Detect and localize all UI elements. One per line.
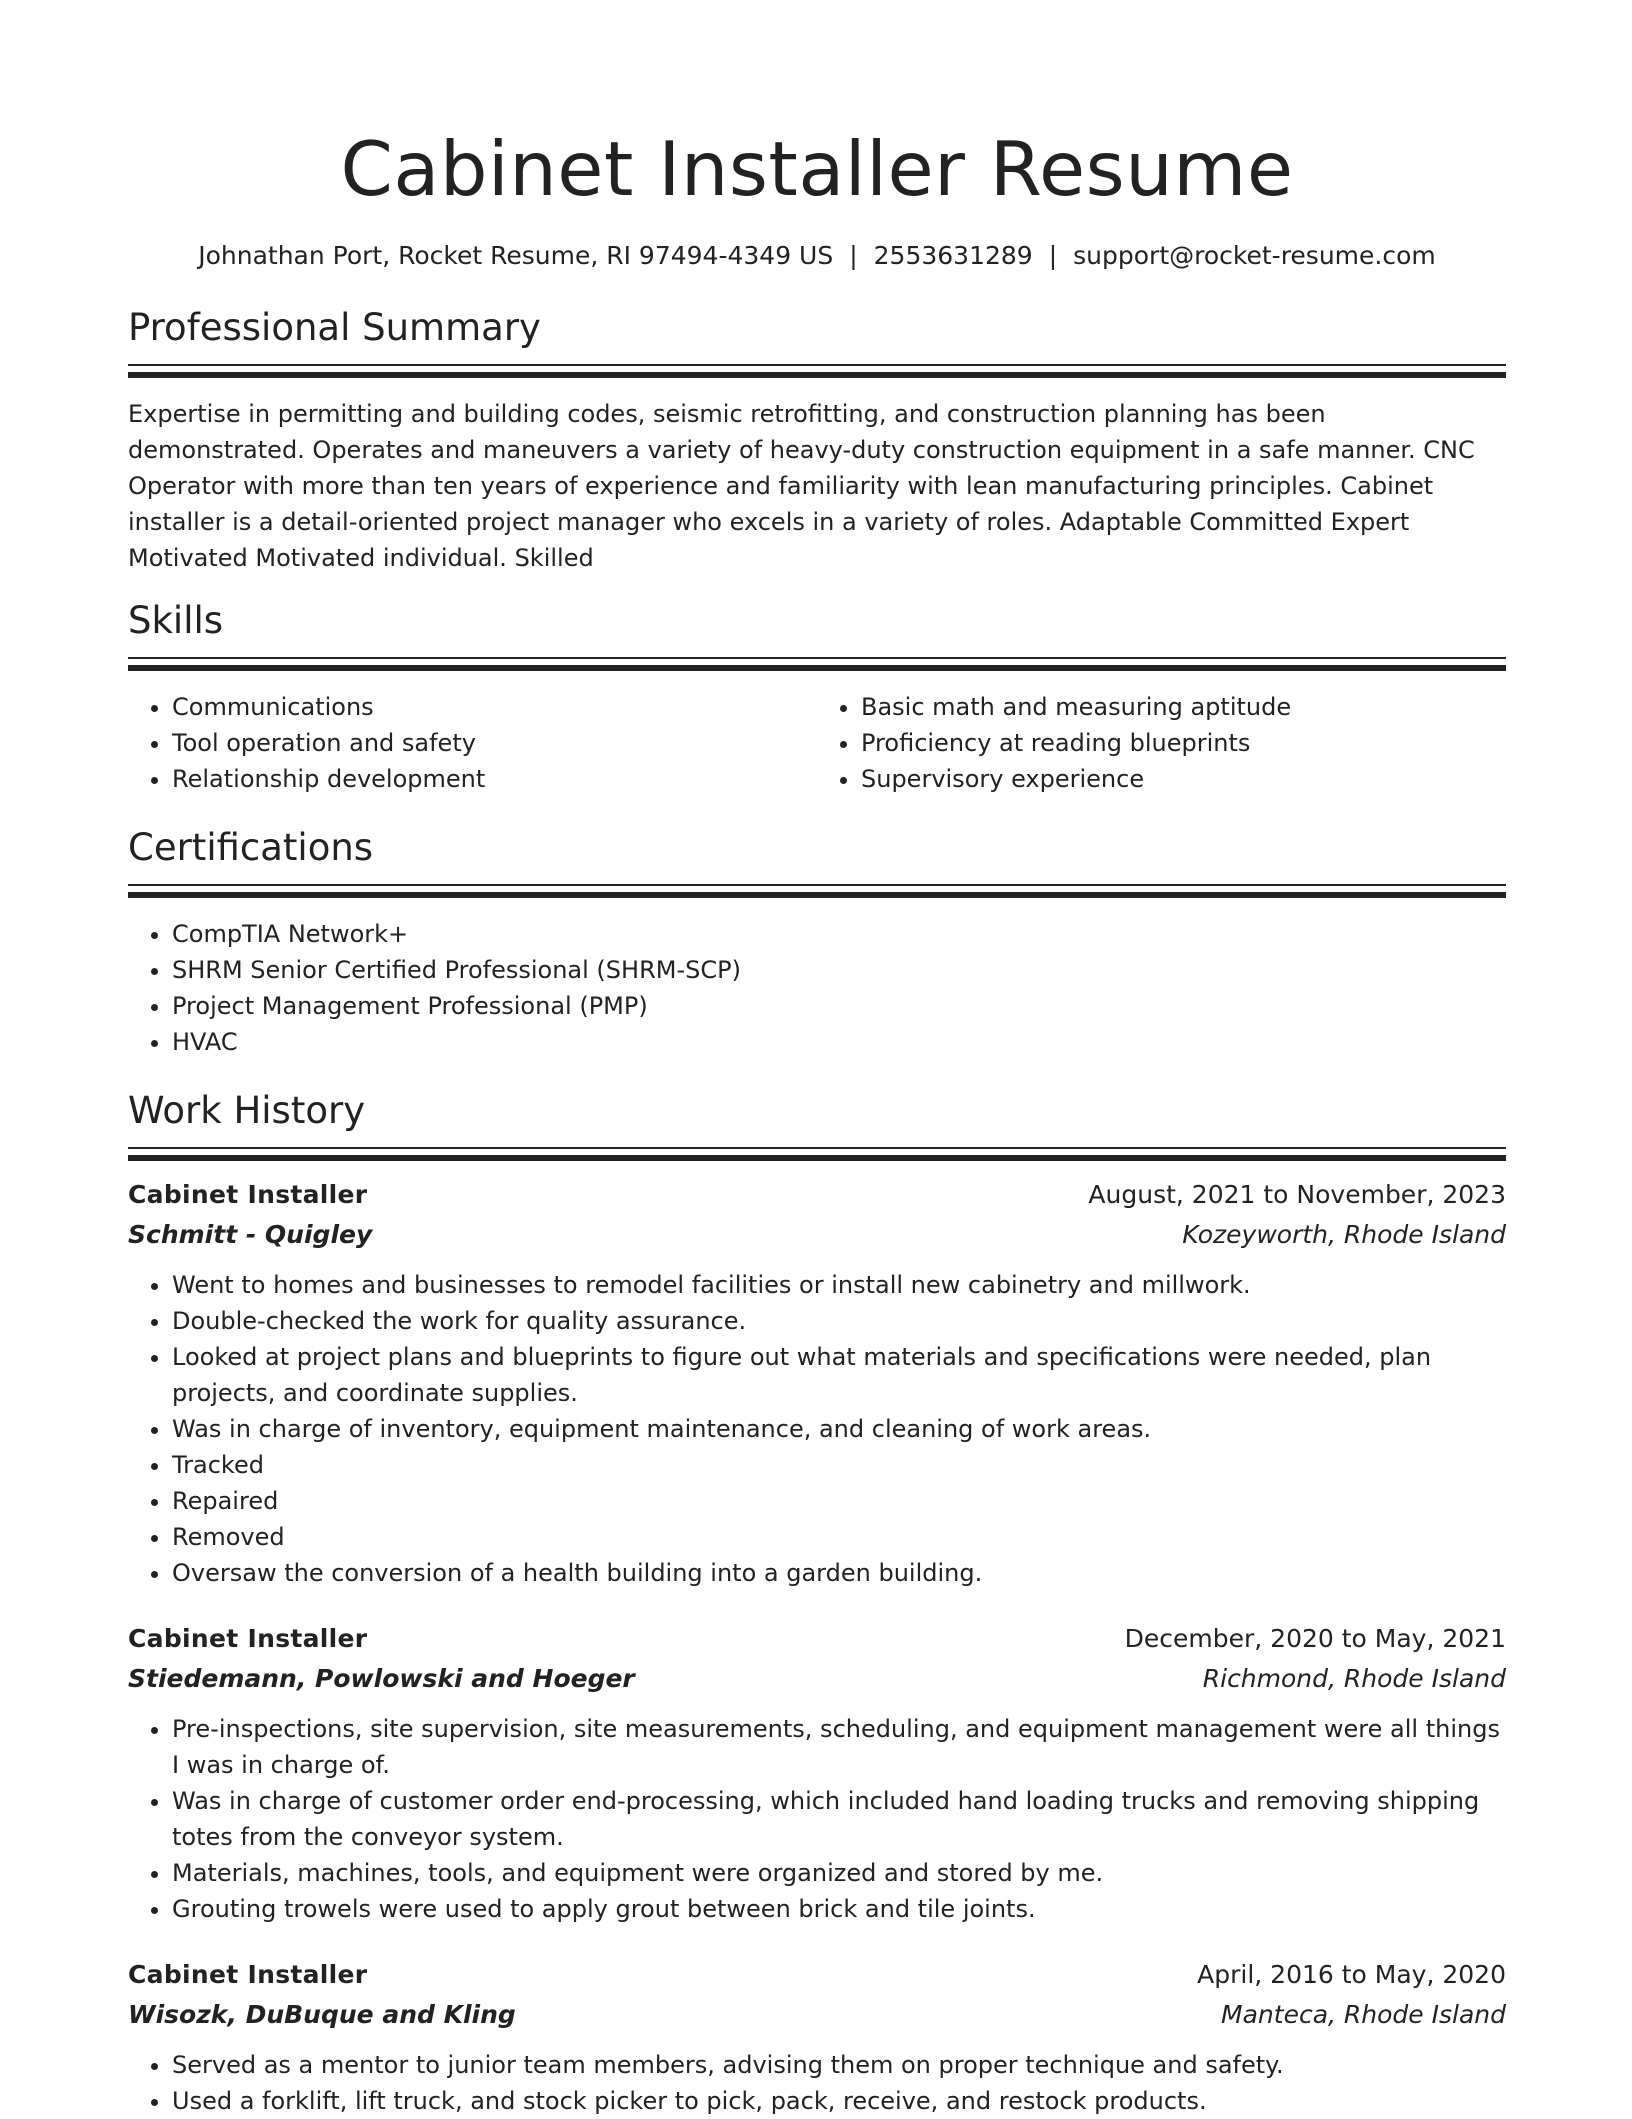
skill-item: • Basic math and measuring aptitude [861,689,1506,725]
job-duty: • Grouting trowels were used to apply grout between brick and tile joints. [172,1891,1506,1927]
job-duty: • Was in charge of customer order end-processing, which included hand loading trucks and removing shipping totes from the conveyor system. [172,1783,1506,1855]
contact-email: support@rocket-resume.com [1073,241,1436,270]
summary-text: Expertise in permitting and building codes, seismic retrofitting, and construction planning has been demonstrated. Operates and maneuvers a variety of heavy-duty construction equipment in a safe manner. CNC Operator with more than ten years of experience and familiarity with lean manufacturing principles. Cabinet installer is a detail-oriented project manager who excels in a variety of roles. Adaptable Committed Expert Motivated Motivated individual. Skilled [128,400,1475,572]
certifications-heading: Certifications [128,826,374,869]
job-title: Cabinet Installer [128,1624,368,1653]
skills-list-left [128,689,817,797]
job-header-row [128,1619,1506,1659]
skills-columns [128,689,1506,797]
job-duties-list [128,2047,1506,2119]
job-duty: • Pre-inspections, site supervision, site measurements, scheduling, and equipment management were all things I was in charge of. [172,1711,1506,1783]
job-duty: • Double-checked the work for quality assurance. [172,1303,1506,1339]
job-dates: August, 2021 to November, 2023 [1088,1180,1506,1209]
job-duty: • Oversaw the conversion of a health building into a garden building. [172,1555,1506,1591]
summary-heading: Professional Summary [128,306,541,349]
job-company-row [128,1659,1506,1699]
job-company: Wisozk, DuBuque and Kling [128,2000,516,2029]
job-company-row [128,1215,1506,1255]
job-duty: • Repaired [172,1483,1506,1519]
job-duty: • Served as a mentor to junior team members, advising them on proper technique and safety. [172,2047,1506,2083]
job-entry [128,1619,1506,1927]
contact-separator: | [849,241,858,270]
work-history-section [128,1088,1506,2119]
skill-item: • Supervisory experience [861,761,1506,797]
job-duty: • Went to homes and businesses to remodel facilities or install new cabinetry and millwork. [172,1267,1506,1303]
resume-title: Cabinet Installer Resume [340,125,1294,213]
section-divider [128,657,1506,671]
job-duty: • Used a forklift, lift truck, and stock picker to pick, pack, receive, and restock products. [172,2083,1506,2119]
skill-item: • Communications [172,689,817,725]
job-duty: • Was in charge of inventory, equipment maintenance, and cleaning of work areas. [172,1411,1506,1447]
job-company: Stiedemann, Powlowski and Hoeger [128,1664,635,1693]
contact-separator: | [1048,241,1058,270]
job-location: Richmond, Rhode Island [1202,1664,1506,1693]
job-entry [128,1175,1506,1591]
job-dates: December, 2020 to May, 2021 [1124,1624,1506,1653]
certification-item: • Project Management Professional (PMP) [172,988,1506,1024]
job-location: Kozeyworth, Rhode Island [1182,1220,1506,1249]
section-divider [128,364,1506,378]
certification-item: • SHRM Senior Certified Professional (SHRM-SCP) [172,952,1506,988]
certification-item: • CompTIA Network+ [172,916,1506,952]
resume-page [128,0,1506,2119]
job-duty: • Looked at project plans and blueprints to figure out what materials and specifications were needed, plan projects, and coordinate supplies. [172,1339,1506,1411]
job-header-row [128,1955,1506,1995]
summary-section [128,305,1506,576]
contact-address: Johnathan Port, Rocket Resume, RI 97494-4349 US [198,241,834,270]
skills-heading: Skills [128,599,224,642]
job-duty: • Materials, machines, tools, and equipment were organized and stored by me. [172,1855,1506,1891]
job-location: Manteca, Rhode Island [1221,2000,1506,2029]
job-duty: • Tracked [172,1447,1506,1483]
skill-item: • Relationship development [172,761,817,797]
section-divider [128,1147,1506,1161]
job-title: Cabinet Installer [128,1960,368,1989]
certifications-section [128,825,1506,1060]
contact-phone: 2553631289 [873,241,1033,270]
certifications-list [128,916,1506,1060]
section-divider [128,884,1506,898]
job-duties-list [128,1267,1506,1591]
certification-item: • HVAC [172,1024,1506,1060]
job-duty: • Removed [172,1519,1506,1555]
skill-item: • Tool operation and safety [172,725,817,761]
contact-line [128,238,1506,274]
skill-item: • Proficiency at reading blueprints [861,725,1506,761]
job-company: Schmitt - Quigley [128,1220,373,1249]
job-duties-list [128,1711,1506,1927]
skills-list-right [817,689,1506,797]
job-title: Cabinet Installer [128,1180,368,1209]
job-company-row [128,1995,1506,2035]
job-header-row [128,1175,1506,1215]
skills-section [128,598,1506,797]
work-history-heading: Work History [128,1089,366,1132]
job-dates: April, 2016 to May, 2020 [1197,1960,1506,1989]
job-entry [128,1955,1506,2119]
